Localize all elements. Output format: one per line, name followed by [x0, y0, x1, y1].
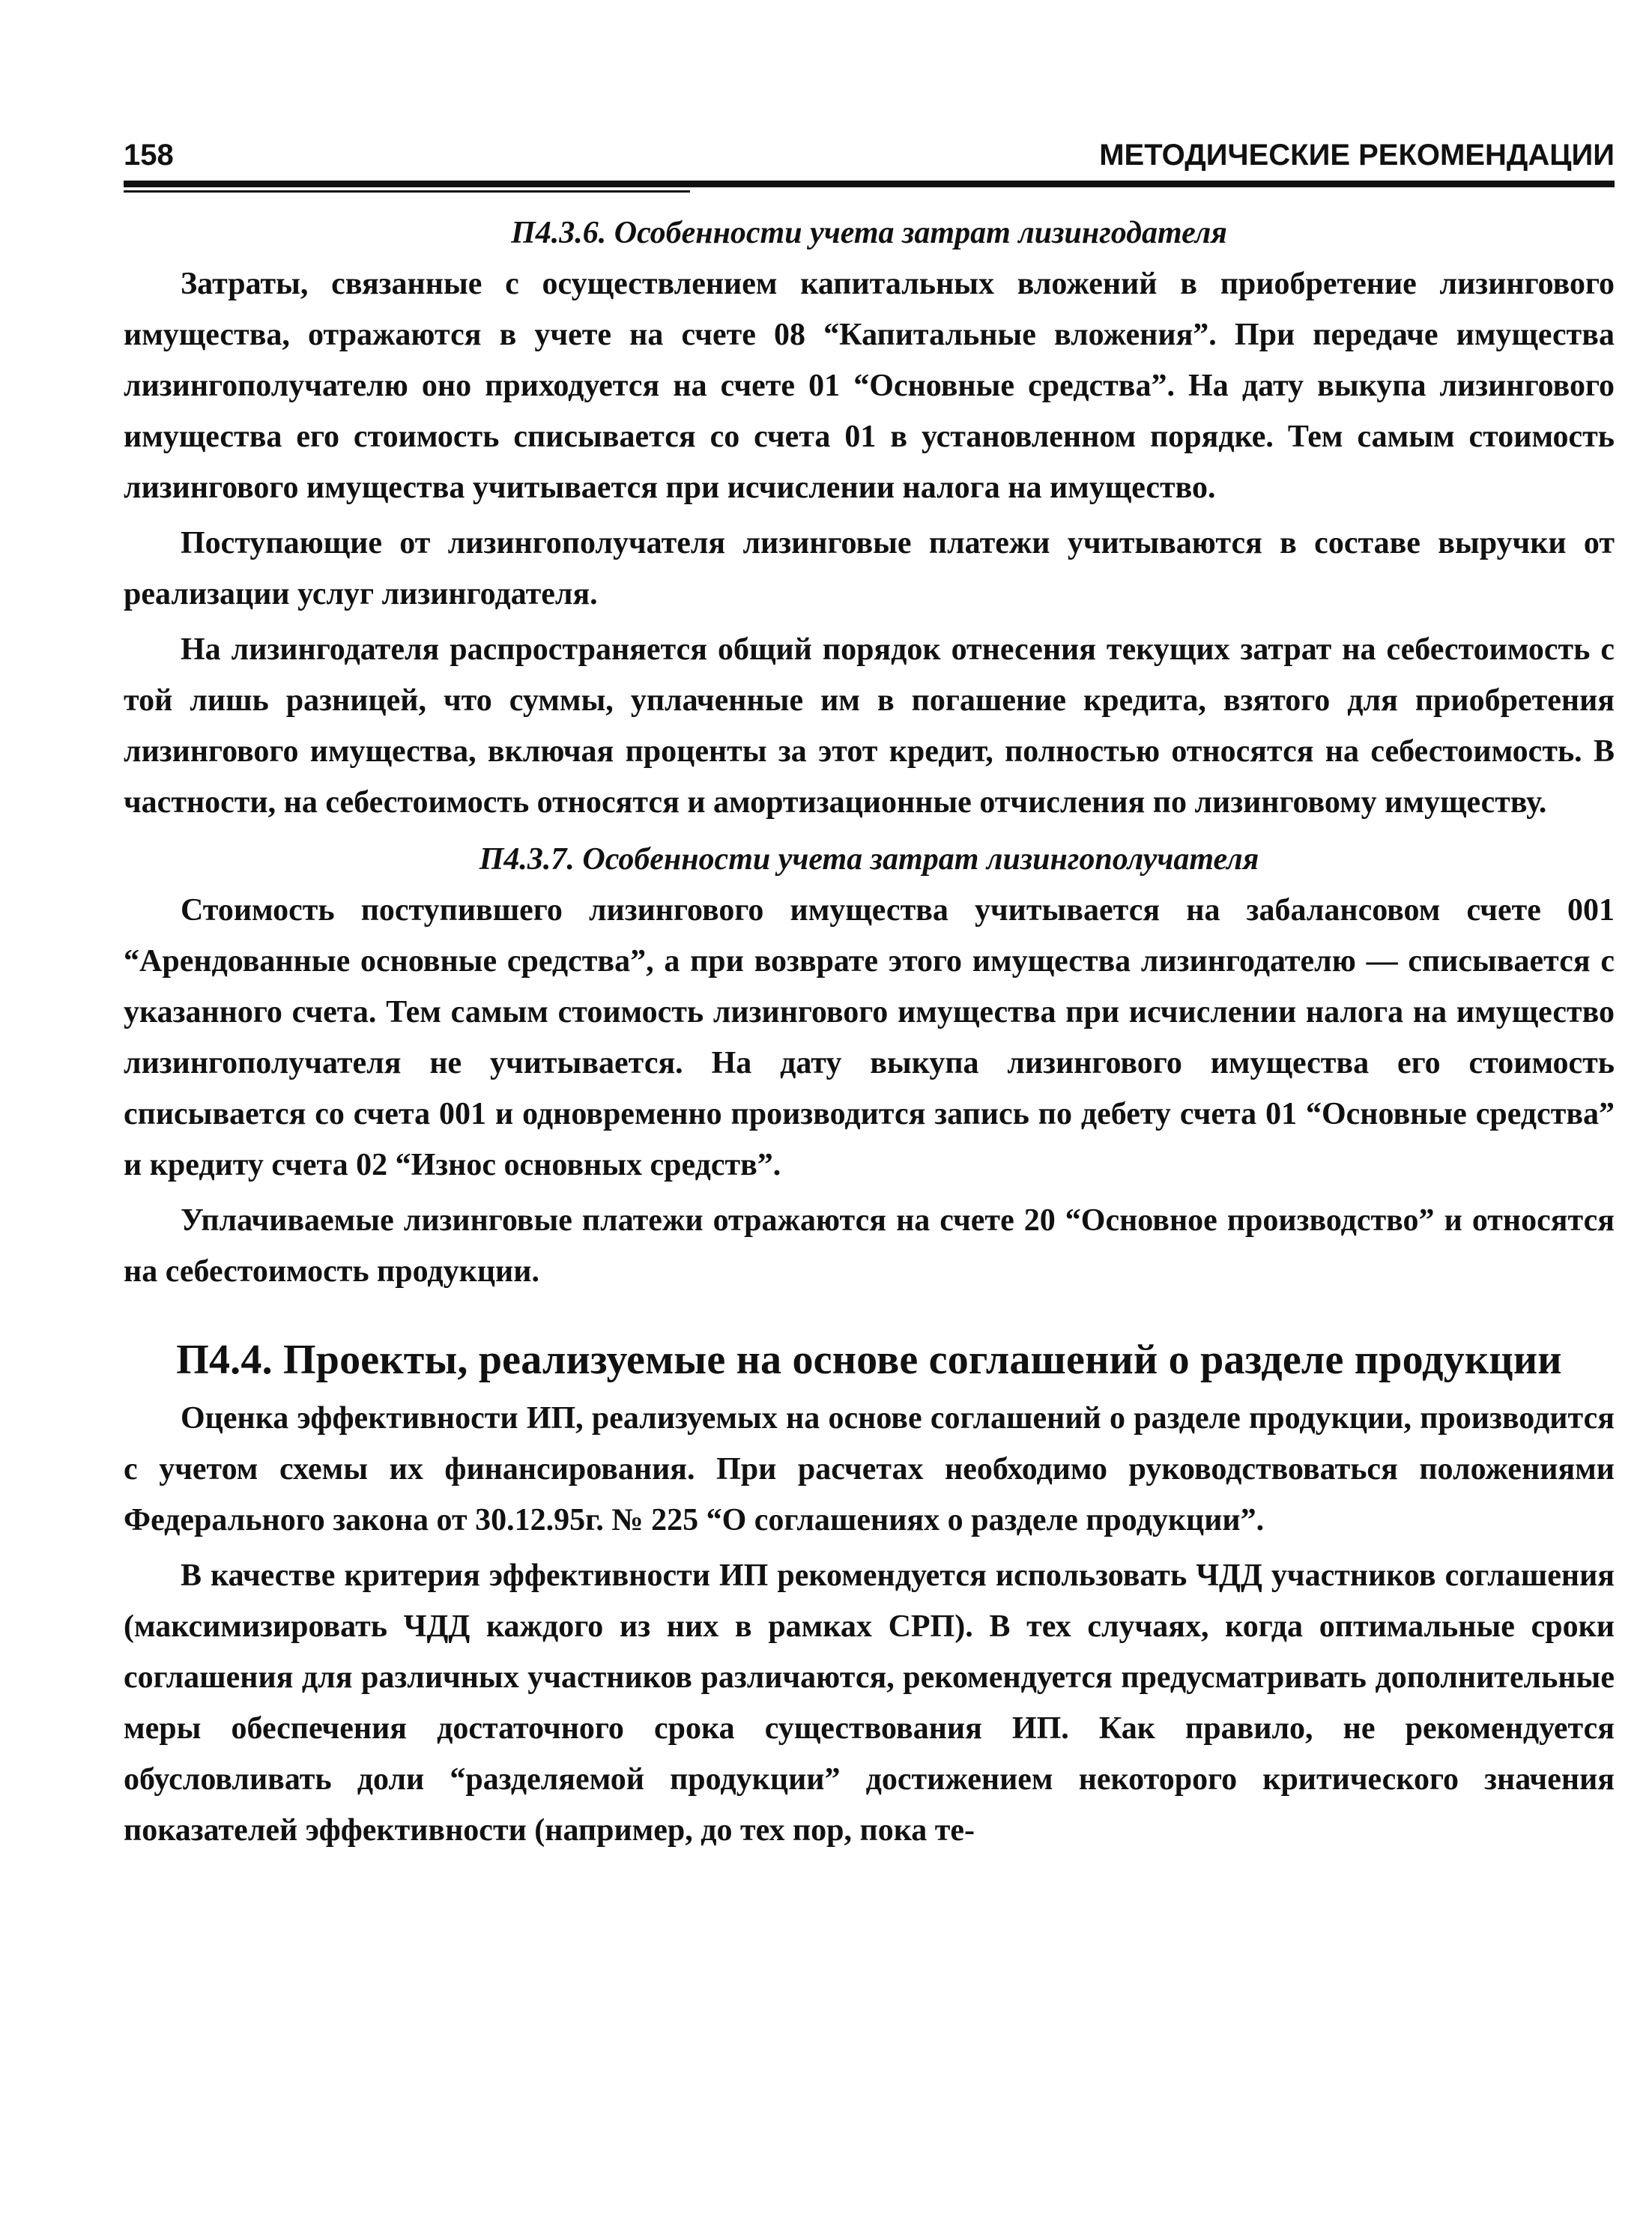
page-content — [124, 208, 1615, 1856]
document-page — [124, 124, 1615, 2214]
paragraph: Стоимость поступившего лизингового имущества учитывается на забалансовом счете 001 “Арендованные основные средства”, а при возврате этого имущества лизингодателю — списывается с указанного счета. Тем самым стоимость лизингового имущества при исчислении налога на имущество лизингополучателя не учитывается. На дату выкупа лизингового имущества его стоимость списывается со счета 001 и одновременно производится запись по дебету счета 01 “Основные средства” и кредиту счета 02 “Износ основных средств”. — [124, 893, 1615, 1182]
paragraph: Поступающие от лизингополучателя лизинговые платежи учитываются в составе выручки от реализации услуг лизингодателя. — [124, 526, 1615, 611]
header-rule — [124, 181, 1615, 187]
page-number: 158 — [124, 139, 174, 172]
paragraph: В качестве критерия эффективности ИП рекомендуется использовать ЧДД участников соглашения (максимизировать ЧДД каждого из них в рамках СРП). В тех случаях, когда оптимальные сроки соглашения для различных участников различаются, рекомендуется предусматривать дополнительные меры обеспечения достаточного срока существования ИП. Как правило, не рекомендуется обусловливать доли “разделяемой продукции” достижением некоторого критического значения показателей эффективности (например, до тех пор, пока те- — [124, 1558, 1615, 1848]
subsection-title-lessor: П4.3.6. Особенности учета затрат лизингодателя — [511, 216, 1227, 250]
paragraph: Уплачиваемые лизинговые платежи отражаются на счете 20 “Основное производство” и относятся на себестоимость продукции. — [124, 1203, 1615, 1289]
section-title: П4.4. Проекты, реализуемые на основе соглашений о разделе продукции — [176, 1337, 1562, 1383]
paragraph: Затраты, связанные с осуществлением капитальных вложений в приобретение лизингового имущества, отражаются в учете на счете 08 “Капитальные вложения”. При передаче имущества лизингополучателю оно приходуется на счете 01 “Основные средства”. На дату выкупа лизингового имущества его стоимость списывается со счета 01 в установленном порядке. Тем самым стоимость лизингового имущества учитывается при исчислении налога на имущество. — [124, 267, 1615, 505]
paragraph: Оценка эффективности ИП, реализуемых на основе соглашений о разделе продукции, производится с учетом схемы их финансирования. При расчетах необходимо руководствоваться положениями Федерального закона от 30.12.95г. № 225 “О соглашениях о разделе продукции”. — [124, 1401, 1615, 1537]
header-rule-thin — [124, 190, 690, 193]
paragraph: На лизингодателя распространяется общий порядок отнесения текущих затрат на себестоимость с той лишь разницей, что суммы, уплаченные им в погашение кредита, взятого для приобретения лизингового имущества, включая проценты за этот кредит, полностью относятся на себестоимость. В частности, на себестоимость относятся и амортизационные отчисления по лизинговому имуществу. — [124, 632, 1615, 820]
subsection-title-lessee: П4.3.7. Особенности учета затрат лизингополучателя — [479, 842, 1259, 877]
running-header — [124, 124, 1615, 176]
running-title: МЕТОДИЧЕСКИЕ РЕКОМЕНДАЦИИ — [1099, 139, 1615, 172]
